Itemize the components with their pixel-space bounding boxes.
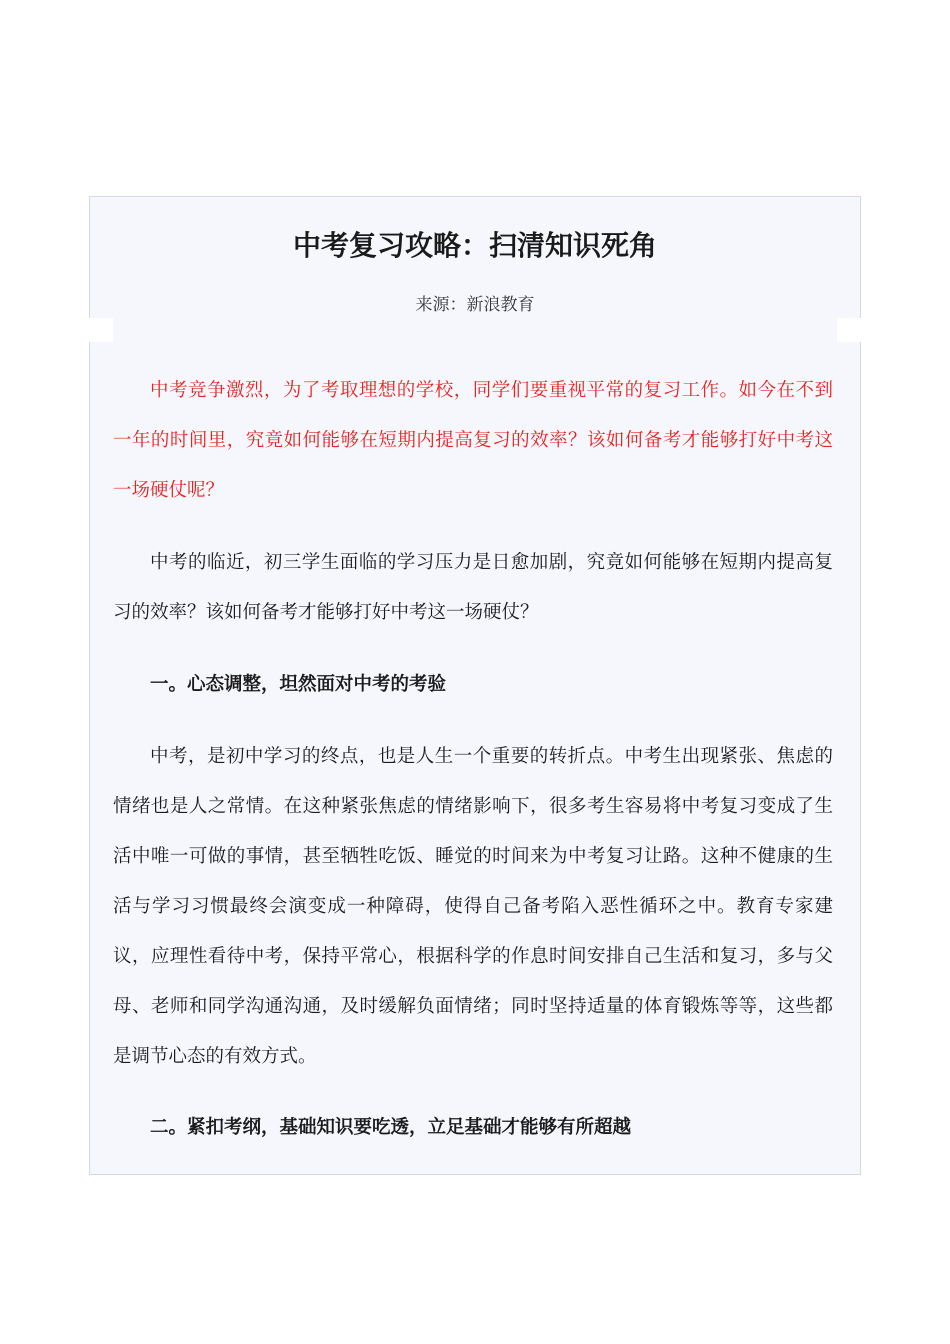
panel-edge-notch-left (89, 318, 113, 342)
section-heading-1: 一。心态调整，坦然面对中考的考验 (150, 674, 447, 695)
article-source: 来源：新浪教育 (415, 295, 535, 315)
body-paragraph-1: 中考的临近，初三学生面临的学习压力是日愈加剧，究竟如何能够在短期内提高复习的效率？该如何备考才能够打好中考这一场硬仗？ (113, 552, 833, 623)
section-heading-2: 二。紧扣考纲，基础知识要吃透，立足基础才能够有所超越 (150, 1117, 632, 1138)
article-title: 中考复习攻略：扫清知识死角 (292, 229, 657, 262)
intro-paragraph: 中考竞争激烈，为了考取理想的学校，同学们要重视平常的复习工作。如今在不到一年的时间里，究竟如何能够在短期内提高复习的效率？该如何备考才能够打好中考这一场硬仗呢？ (113, 380, 833, 501)
body-paragraph-2: 中考，是初中学习的终点，也是人生一个重要的转折点。中考生出现紧张、焦虑的情绪也是人之常情。在这种紧张焦虑的情绪影响下，很多考生容易将中考复习变成了生活中唯一可做的事情，甚至牺牲吃饭、睡觉的时间来为中考复习让路。这种不健康的生活与学习习惯最终会演变成一种障碍，使得自己备考陷入恶性循环之中。教育专家建议，应理性看待中考，保持平常心，根据科学的作息时间安排自己生活和复习，多与父母、老师和同学沟通沟通，及时缓解负面情绪；同时坚持适量的体育锻炼等等，这些都是调节心态的有效方式。 (113, 746, 833, 1067)
panel-edge-notch-right (837, 318, 861, 342)
